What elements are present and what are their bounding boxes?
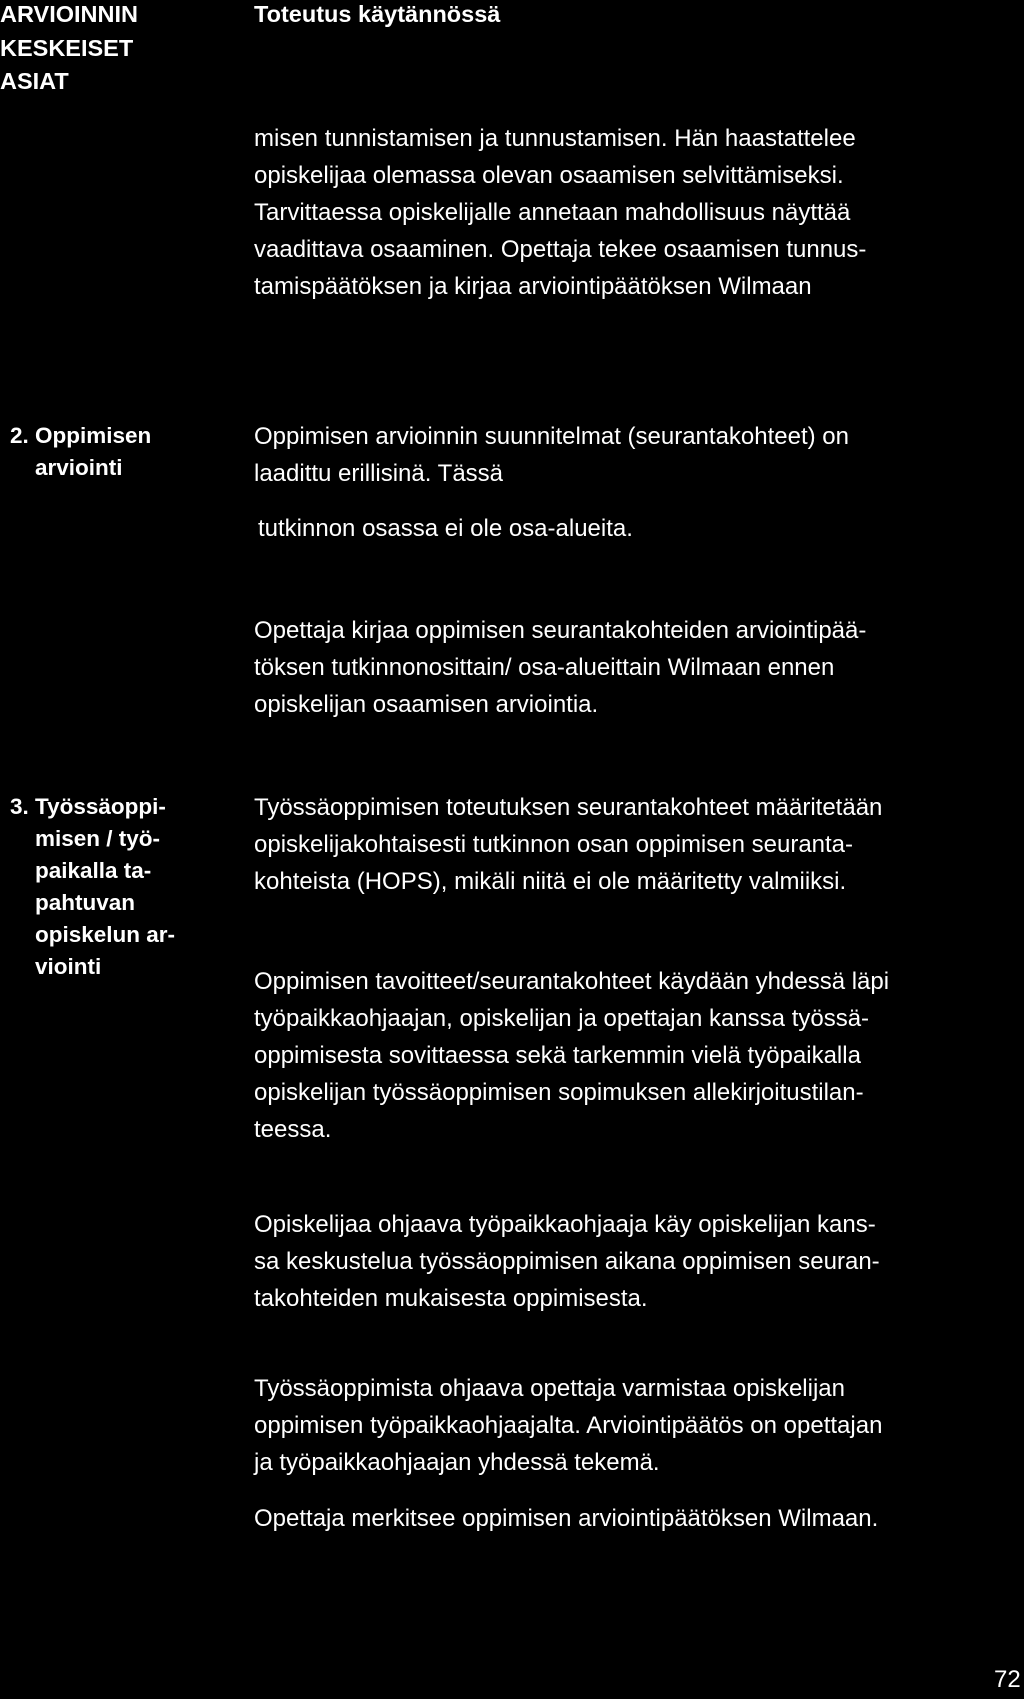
paragraph-line: vaadittava osaaminen. Opettaja tekee osaamisen tunnus- — [254, 236, 867, 263]
paragraph-line: opiskelijakohtaisesti tutkinnon osan oppimisen seuranta- — [254, 831, 854, 858]
paragraph-line: Oppimisen arvioinnin suunnitelmat (seurantakohteet) on — [254, 423, 849, 450]
section2-label — [10, 420, 151, 484]
paragraph-line: töksen tutkinnonosittain/ osa-alueittain Wilmaan ennen — [254, 654, 835, 681]
paragraph-line: Oppimisen tavoitteet/seurantakohteet käydään yhdessä läpi — [254, 968, 890, 995]
paragraph-line: Työssäoppimista ohjaava opettaja varmistaa opiskelijan — [254, 1375, 845, 1402]
section2-paragraph-2 — [258, 510, 633, 547]
label-line: viointi — [35, 954, 102, 979]
label-line: arviointi — [35, 455, 123, 480]
paragraph-line: Työssäoppimisen toteutuksen seurantakohteet määritetään — [254, 794, 883, 821]
label-text: Oppimisen — [35, 423, 152, 448]
page-number: 72 — [994, 1666, 1021, 1693]
paragraph-line: tutkinnon osassa ei ole osa-alueita. — [258, 515, 633, 542]
paragraph-line: Opiskelijaa ohjaava työpaikkaohjaaja käy opiskelijan kans- — [254, 1211, 876, 1238]
label-line: misen / työ- — [35, 826, 161, 851]
section3-number: 3. — [10, 794, 29, 819]
paragraph-line: takohteiden mukaisesta oppimisesta. — [254, 1285, 648, 1312]
header-right-column-title: Toteutus käytännössä — [254, 1, 501, 27]
paragraph-line: teessa. — [254, 1116, 332, 1143]
section3-paragraph-5 — [254, 1500, 878, 1537]
paragraph-line: opiskelijaa olemassa olevan osaamisen selvittämiseksi. — [254, 162, 844, 189]
section1-paragraph — [254, 120, 866, 305]
section3-paragraph-3 — [254, 1206, 880, 1317]
section2-paragraph-1 — [254, 418, 849, 492]
label-line — [10, 791, 175, 823]
section3-paragraph-4 — [254, 1370, 882, 1481]
paragraph-line: oppimisen työpaikkaohjaajalta. Arviointipäätös on opettajan — [254, 1412, 883, 1439]
section2-paragraph-3 — [254, 612, 866, 723]
header-left-line: KESKEISET — [0, 34, 134, 61]
paragraph-line: oppimisesta sovittaessa sekä tarkemmin vielä työpaikalla — [254, 1042, 861, 1069]
paragraph-line: kohteista (HOPS), mikäli niitä ei ole määritetty valmiiksi. — [254, 868, 847, 895]
label-line — [10, 420, 151, 452]
label-line: paikalla ta- — [35, 858, 152, 883]
section3-paragraph-1 — [254, 789, 882, 900]
paragraph-line: laadittu erillisinä. Tässä — [254, 460, 504, 487]
paragraph-line: opiskelijan työssäoppimisen sopimuksen allekirjoitustilan- — [254, 1079, 864, 1106]
header-left-line: ASIAT — [0, 68, 69, 94]
label-text: Työssäoppi- — [35, 794, 166, 819]
header-left-column-title — [0, 0, 138, 99]
paragraph-line: Tarvittaessa opiskelijalle annetaan mahdollisuus näyttää — [254, 199, 851, 226]
label-line: pahtuvan — [35, 890, 136, 915]
paragraph-line: sa keskustelua työssäoppimisen aikana oppimisen seuran- — [254, 1248, 880, 1275]
header-left-line: ARVIOINNIN — [0, 1, 138, 27]
paragraph-line: työpaikkaohjaajan, opiskelijan ja opettajan kanssa työssä- — [254, 1005, 870, 1032]
paragraph-line: opiskelijan osaamisen arviointia. — [254, 691, 599, 718]
section3-label — [10, 791, 175, 983]
paragraph-line: Opettaja kirjaa oppimisen seurantakohteiden arviointipää- — [254, 617, 867, 644]
paragraph-line: tamispäätöksen ja kirjaa arviointipäätöksen Wilmaan — [254, 273, 812, 300]
paragraph-line: misen tunnistamisen ja tunnustamisen. Hän haastattelee — [254, 125, 856, 152]
section2-number: 2. — [10, 423, 29, 448]
paragraph-line: Opettaja merkitsee oppimisen arviointipäätöksen Wilmaan. — [254, 1505, 879, 1532]
section3-paragraph-2 — [254, 963, 889, 1148]
label-line: opiskelun ar- — [35, 922, 176, 947]
paragraph-line: ja työpaikkaohjaajan yhdessä tekemä. — [254, 1449, 660, 1476]
